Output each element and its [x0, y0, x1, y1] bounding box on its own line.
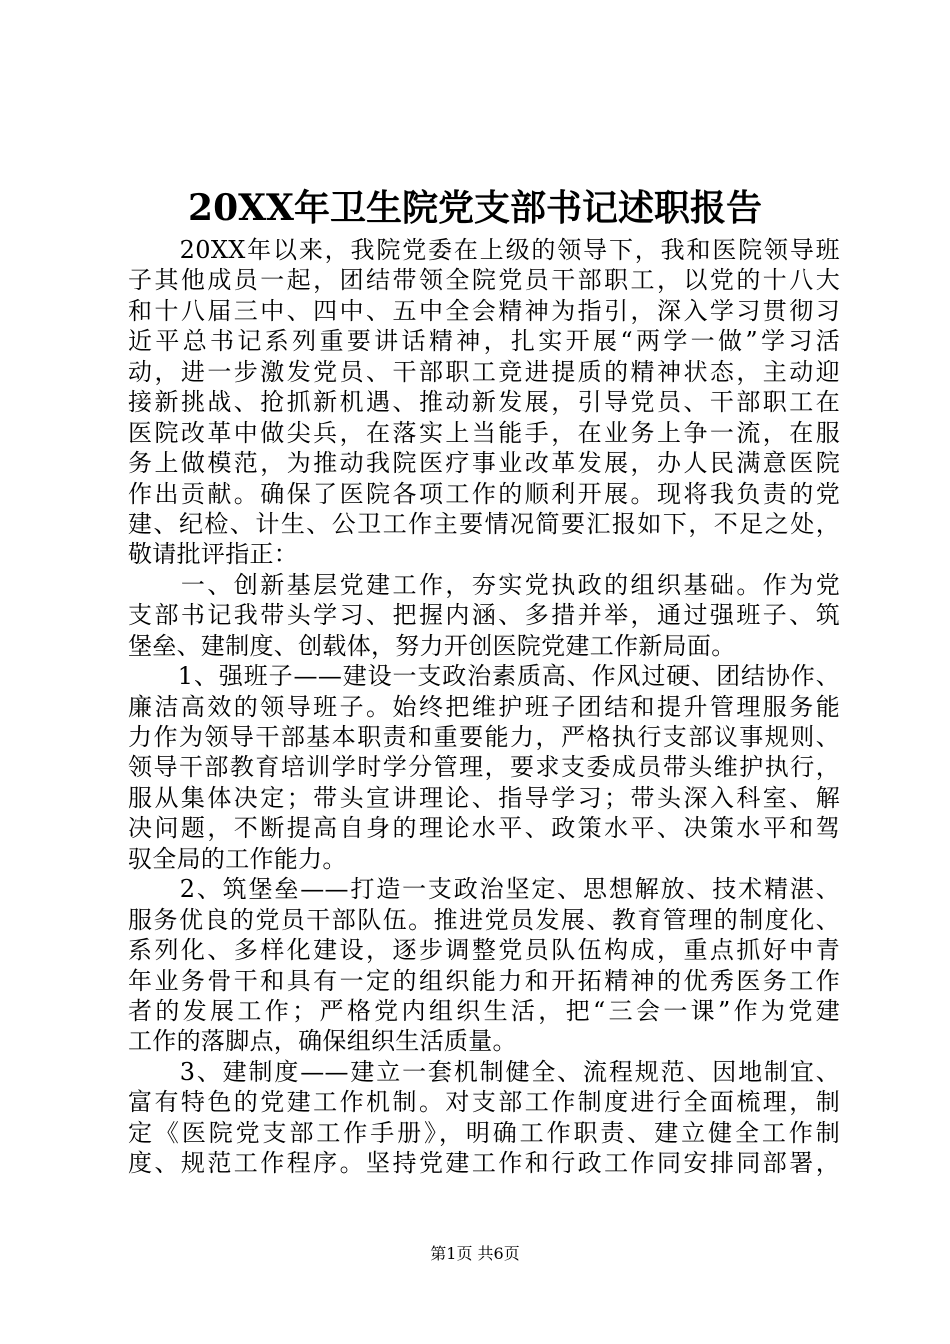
body-line: 2、筑堡垒——打造一支政治坚定、思想解放、技术精湛、 [128, 875, 840, 904]
document-title: 20XX年卫生院党支部书记述职报告 [188, 187, 762, 229]
body-line: 作出贡献。确保了医院各项工作的顺利开展。现将我负责的党 [128, 479, 840, 508]
body-line: 富有特色的党建工作机制。对支部工作制度进行全面梳理，制 [128, 1088, 840, 1117]
body-line: 驭全局的工作能力。 [128, 844, 347, 873]
body-line: 廉洁高效的领导班子。始终把维护班子团结和提升管理服务能 [128, 692, 840, 721]
body-line: 近平总书记系列重要讲话精神，扎实开展“两学一做”学习活 [128, 327, 840, 356]
body-line: 动，进一步激发党员、干部职工竞进提质的精神状态，主动迎 [128, 357, 840, 386]
body-line: 医院改革中做尖兵，在落实上当能手，在业务上争一流，在服 [128, 418, 840, 447]
body-line: 子其他成员一起，团结带领全院党员干部职工，以党的十八大 [128, 266, 840, 295]
body-line: 工作的落脚点，确保组织生活质量。 [128, 1027, 517, 1056]
body-line: 度、规范工作程序。坚持党建工作和行政工作同安排同部署， [128, 1149, 840, 1178]
body-line: 定《医院党支部工作手册》，明确工作职责、建立健全工作制 [128, 1118, 840, 1147]
body-line: 1、强班子——建设一支政治素质高、作风过硬、团结协作、 [128, 662, 840, 691]
body-line: 年业务骨干和具有一定的组织能力和开拓精神的优秀医务工作 [128, 966, 840, 995]
body-line: 支部书记我带头学习、把握内涵、多措并举，通过强班子、筑 [128, 601, 840, 630]
page-footer: 第1页 共6页 [430, 1244, 520, 1263]
document-body [128, 235, 840, 1179]
body-line: 领导干部教育培训学时学分管理，要求支委成员带头维护执行， [128, 753, 840, 782]
body-line: 服从集体决定；带头宣讲理论、指导学习；带头深入科室、解 [128, 783, 840, 812]
body-line: 服务优良的党员干部队伍。推进党员发展、教育管理的制度化、 [128, 905, 840, 934]
body-line: 者的发展工作；严格党内组织生活，把“三会一课”作为党建 [128, 996, 840, 1025]
body-line: 20XX年以来，我院党委在上级的领导下，我和医院领导班 [128, 236, 840, 264]
body-line: 务上做模范，为推动我院医疗事业改革发展，办人民满意医院 [128, 449, 840, 478]
body-line: 决问题，不断提高自身的理论水平、政策水平、决策水平和驾 [128, 814, 840, 843]
body-line: 一、创新基层党建工作，夯实党执政的组织基础。作为党 [128, 570, 840, 599]
body-line: 系列化、多样化建设，逐步调整党员队伍构成，重点抓好中青 [128, 936, 840, 965]
body-line: 建、纪检、计生、公卫工作主要情况简要汇报如下，不足之处， [128, 509, 840, 538]
body-line: 敬请批评指正： [128, 540, 299, 569]
body-line: 力作为领导干部基本职责和重要能力，严格执行支部议事规则、 [128, 723, 840, 751]
body-line: 接新挑战、抢抓新机遇、推动新发展，引导党员、干部职工在 [128, 388, 840, 417]
body-line: 3、建制度——建立一套机制健全、流程规范、因地制宜、 [128, 1057, 840, 1086]
body-line: 堡垒、建制度、创载体，努力开创医院党建工作新局面。 [128, 631, 736, 660]
body-line: 和十八届三中、四中、五中全会精神为指引，深入学习贯彻习 [128, 296, 840, 325]
